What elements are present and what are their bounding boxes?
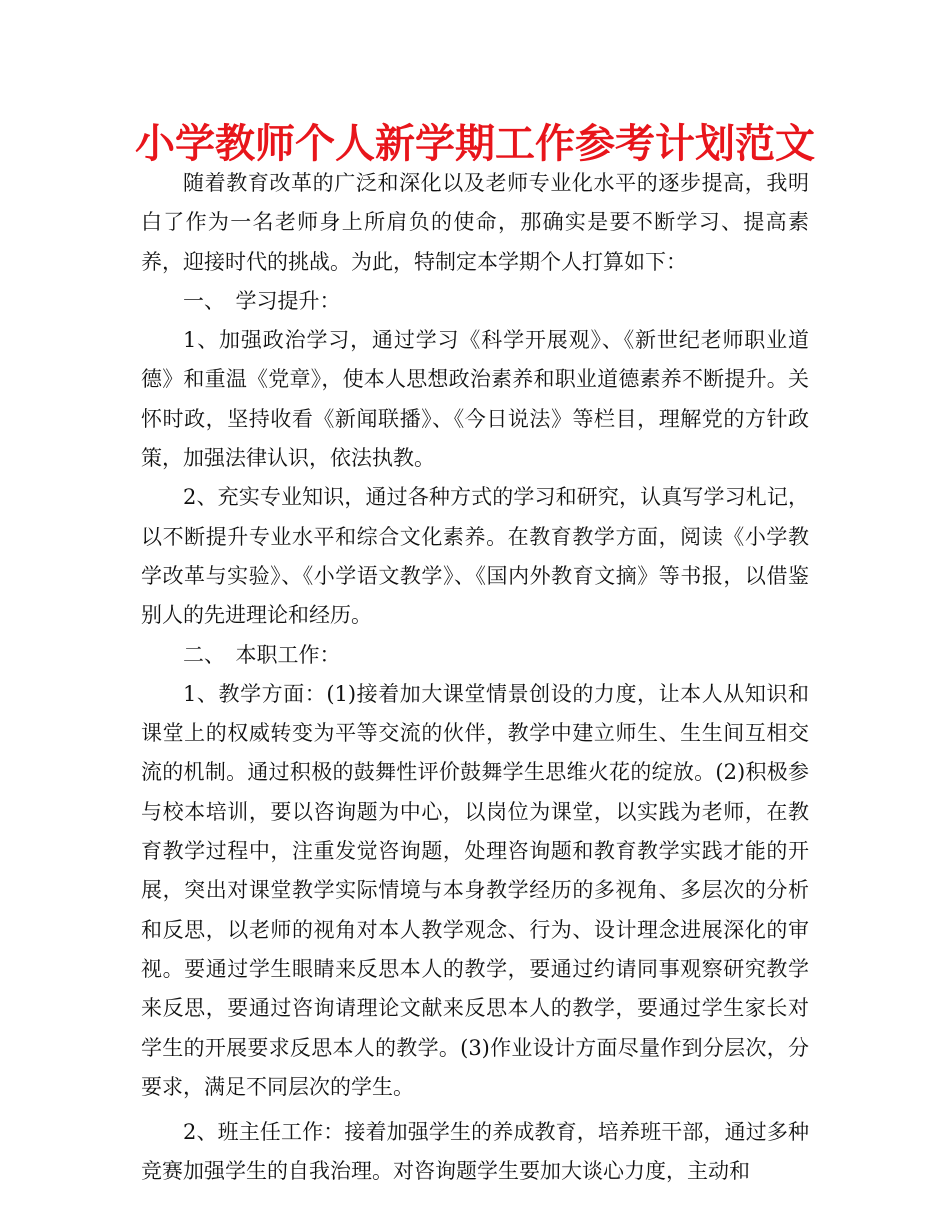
paragraph-class-teacher: 2、班主任工作：接着加强学生的养成教育，培养班干部，通过多种竞赛加强学生的自我治理。对咨询题学生要加大谈心力度，主动和	[141, 1120, 809, 1184]
document-body	[141, 164, 809, 1192]
intro-paragraph: 随着教育改革的广泛和深化以及老师专业化水平的逐步提高，我明白了作为一名老师身上所肩负的使命，那确实是要不断学习、提高素养，迎接时代的挑战。为此，特制定本学期个人打算如下：	[141, 171, 809, 274]
paragraph-political-study: 1、加强政治学习，通过学习《科学开展观》、《新世纪老师职业道德》和重温《党章》，使本人思想政治素养和职业道德素养不断提升。关怀时政，坚持收看《新闻联播》、《今日说法》等栏目，理解党的方针政策，加强法律认识，依法执教。	[141, 328, 809, 471]
paragraph-professional-knowledge: 2、充实专业知识，通过各种方式的学习和研究，认真写学习札记，以不断提升专业水平和综合文化素养。在教育教学方面，阅读《小学教学改革与实验》、《小学语文教学》、《国内外教育文摘》等书报，以借鉴别人的先进理论和经历。	[141, 485, 809, 628]
document-title: 小学教师个人新学期工作参考计划范文	[135, 121, 815, 167]
section-heading-study: 一、 学习提升：	[183, 288, 341, 313]
paragraph-teaching: 1、教学方面：(1)接着加大课堂情景创设的力度，让本人从知识和课堂上的权威转变为平等交流的伙伴，教学中建立师生、生生间互相交流的机制。通过积极的鼓舞性评价鼓舞学生思维火花的绽放。(2)积极参与校本培训，要以咨询题为中心，以岗位为课堂，以实践为老师，在教育教学过程中，注重发觉咨询题，处理咨询题和教育教学实践才能的开展，突出对课堂教学实际情境与本身教学经历的多视角、多层次的分析和反思，以老师的视角对本人教学观念、行为、设计理念进展深化的审视。要通过学生眼睛来反思本人的教学，要通过约请同事观察研究教学来反思，要通过咨询请理论文献来反思本人的教学，要通过学生家长对学生的开展要求反思本人的教学。(3)作业设计方面尽量作到分层次，分要求，满足不同层次的学生。	[141, 681, 809, 1099]
section-heading-duties: 二、 本职工作：	[183, 642, 341, 667]
